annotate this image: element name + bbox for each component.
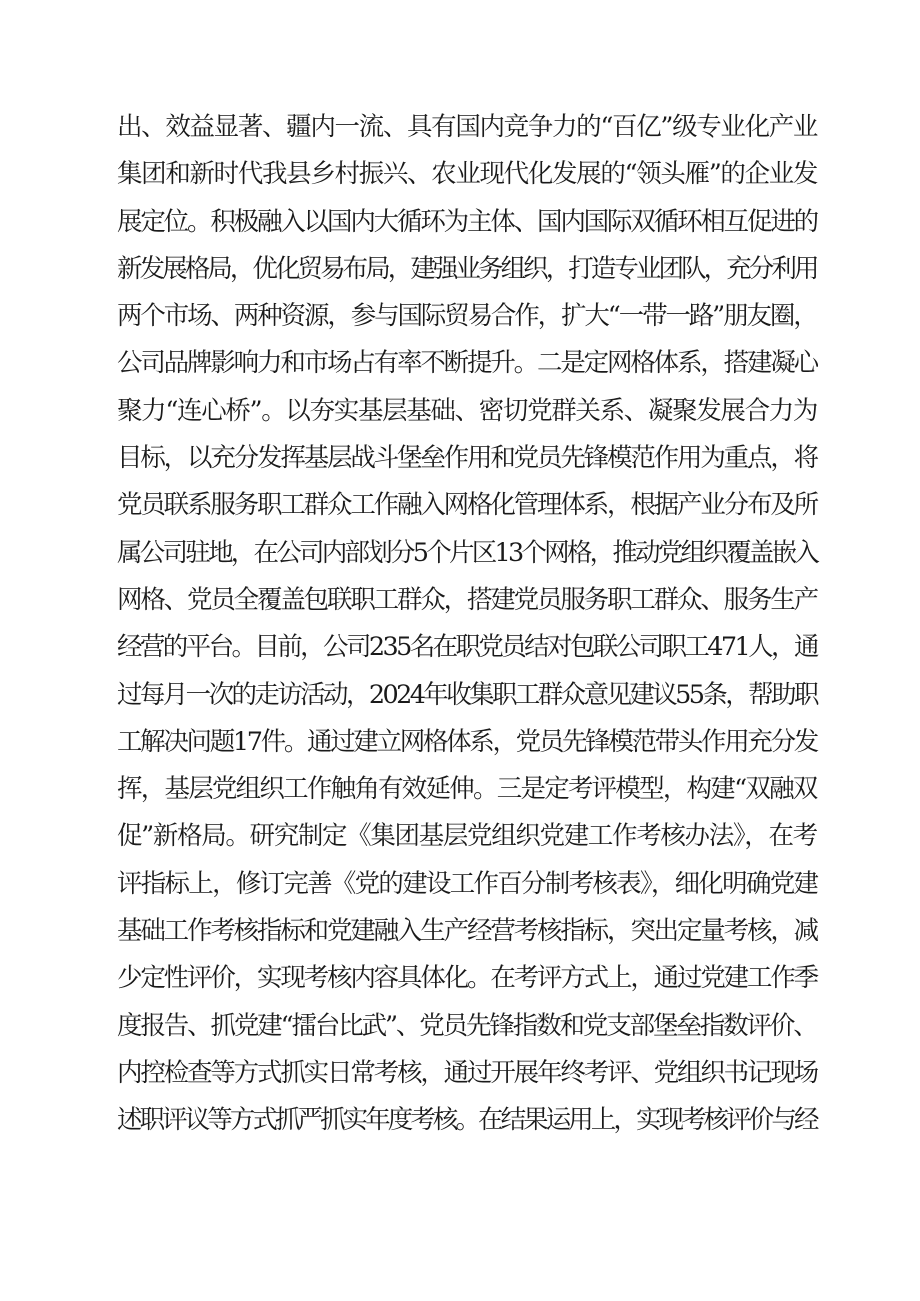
text-line: 网格、党员全覆盖包联职工群众，搭建党员服务职工群众、服务生产 bbox=[117, 584, 818, 615]
text-line: 聚力“连心桥”。以夯实基层基础、密切党群关系、凝聚发展合力为 bbox=[117, 395, 818, 426]
text-line: 述职评议等方式抓严抓实年度考核。在结果运用上，实现考核评价与经 bbox=[117, 1105, 817, 1136]
text-line: 两个市场、两种资源，参与国际贸易合作，扩大“一带一路”朋友圈， bbox=[117, 301, 817, 332]
text-line: 经营的平台。目前，公司235名在职党员结对包联公司职工471人，通 bbox=[117, 632, 817, 663]
text-line: 内控检查等方式抓实日常考核，通过开展年终考评、党组织书记现场 bbox=[117, 1057, 818, 1088]
text-line: 工解决问题17件。通过建立网格体系，党员先锋模范带头作用充分发 bbox=[117, 726, 817, 757]
text-line: 集团和新时代我县乡村振兴、农业现代化发展的“领头雁”的企业发 bbox=[117, 159, 818, 190]
text-line: 挥，基层党组织工作触角有效延伸。三是定考评模型，构建“双融双 bbox=[117, 774, 817, 805]
text-line: 度报告、抓党建“擂台比武”、党员先锋指数和党支部堡垒指数评价、 bbox=[117, 1010, 817, 1041]
text-line: 评指标上，修订完善《党的建设工作百分制考核表》，细化明确党建 bbox=[117, 868, 818, 899]
text-line: 党员联系服务职工群众工作融入网格化管理体系，根据产业分布及所 bbox=[117, 490, 818, 521]
text-line: 基础工作考核指标和党建融入生产经营考核指标，突出定量考核，减 bbox=[117, 916, 818, 947]
text-line: 少定性评价，实现考核内容具体化。在考评方式上，通过党建工作季 bbox=[117, 963, 818, 994]
text-line: 新发展格局，优化贸易布局，建强业务组织，打造专业团队，充分利用 bbox=[117, 253, 817, 284]
text-line: 目标，以充分发挥基层战斗堡垒作用和党员先锋模范作用为重点，将 bbox=[117, 443, 818, 474]
text-line: 展定位。积极融入以国内大循环为主体、国内国际双循环相互促进的 bbox=[117, 206, 818, 237]
text-line: 属公司驻地，在公司内部划分5个片区13个网格，推动党组织覆盖嵌入 bbox=[117, 537, 818, 568]
text-line: 促”新格局。研究制定《集团基层党组织党建工作考核办法》，在考 bbox=[117, 821, 817, 852]
body-paragraph bbox=[117, 104, 817, 1145]
text-line: 过每月一次的走访活动，2024年收集职工群众意见建议55条，帮助职 bbox=[117, 679, 817, 710]
text-line: 公司品牌影响力和市场占有率不断提升。二是定网格体系，搭建凝心 bbox=[117, 348, 818, 379]
text-line: 出、效益显著、疆内一流、具有国内竞争力的“百亿”级专业化产业 bbox=[117, 112, 818, 142]
